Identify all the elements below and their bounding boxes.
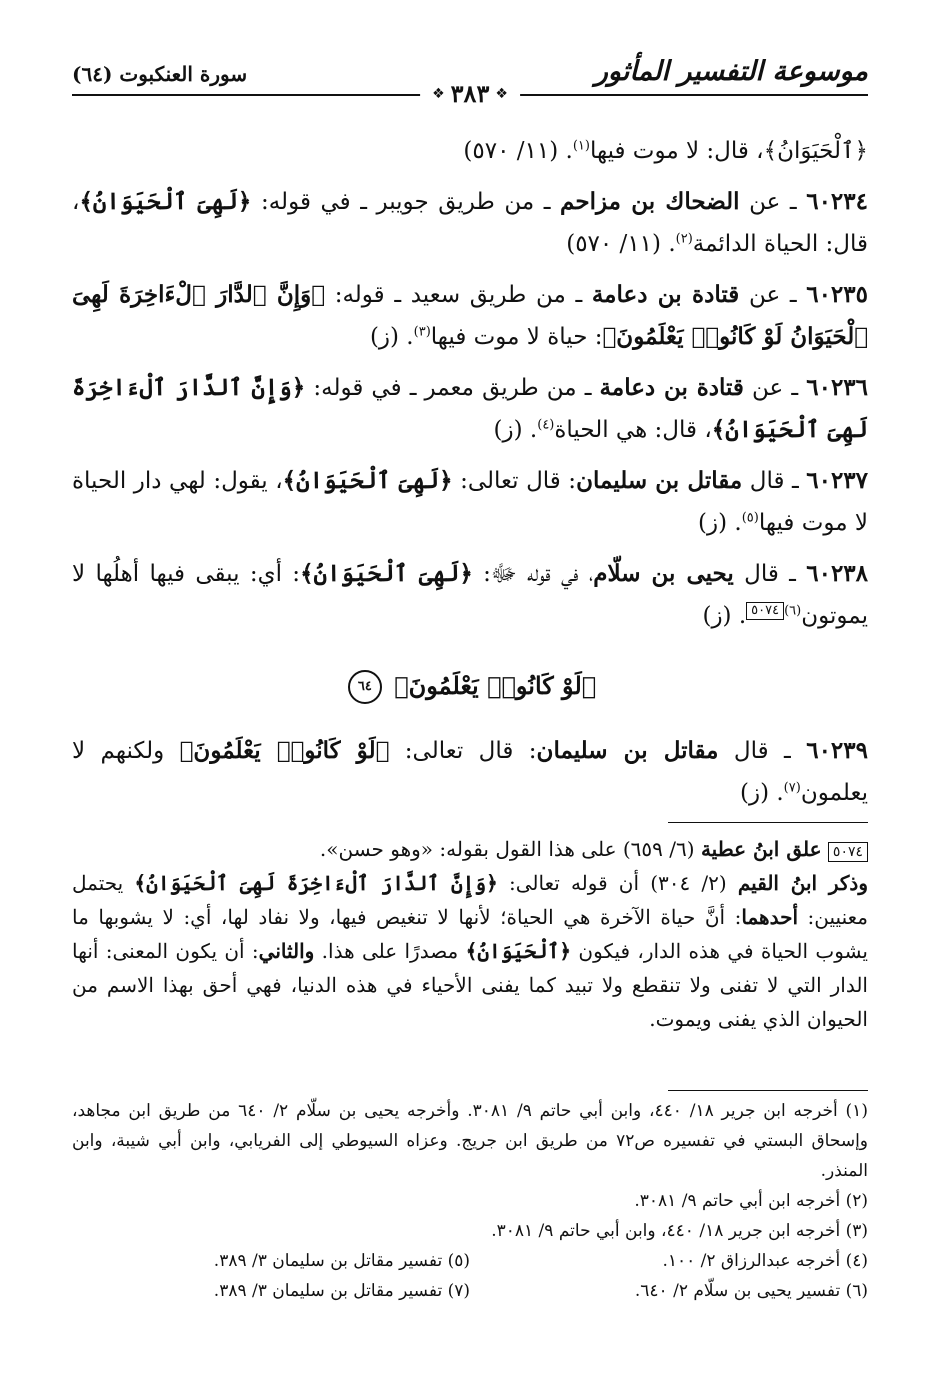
footnote-3: (٣) أخرجه ابن جرير ١٨/ ٤٤٠، وابن أبي حاتم ٩/ ٣٠٨١. — [491, 1221, 868, 1241]
ornament-icon: ❖ — [495, 86, 508, 102]
note-text: مصدرًا على هذا. — [314, 939, 466, 963]
entry-number: ٦٠٢٣٤ — [806, 187, 868, 215]
entry-60236 — [72, 367, 868, 452]
footnote-row — [72, 1276, 868, 1306]
footnote-2: (٢) أخرجه ابن أبي حاتم ٩/ ٣٠٨١. — [634, 1191, 868, 1211]
meaning-label: أحدهما — [741, 905, 799, 929]
main-text — [72, 130, 868, 823]
entry-text: ولكنهم لا يعلمون — [72, 737, 868, 806]
note-paragraph — [72, 866, 868, 1036]
entry-text: ـ عن — [739, 188, 807, 215]
entry-number: ٦٠٢٣٧ — [806, 466, 869, 494]
ayah-number-marker: ٦٤ — [348, 670, 382, 704]
entry-text: ـ من طريق جويبر ـ في قوله: — [251, 188, 561, 215]
quran-quote: ﴿وَإِنَّ ٱلدَّارَ ٱلْءَاخِرَةَ لَهِىَ ٱلْحَيَوَانُ لَوْ كَانُوا۟ يَعْلَمُونَ﴾ — [72, 280, 868, 350]
entry-text: : قال تعالى: — [389, 737, 537, 764]
entry-text: ـ من طريق معمر ـ في قوله: — [305, 374, 600, 401]
entry-text: ـ قال — [742, 467, 807, 494]
entry-60238 — [72, 553, 868, 638]
entry-text: : قال تعالى: — [452, 467, 577, 494]
note-text: (٢/ ٣٠٤) أن قوله تعالى: — [497, 871, 738, 895]
entry-number: ٦٠٢٣٩ — [806, 736, 868, 764]
footnote-1: (١) أخرجه ابن جرير ١٨/ ٤٤٠، وابن أبي حاتم ٩/ ٣٠٨١. وأخرجه يحيى بن سلّام ٢/ ٦٤٠ من طريق ابن مجاهد، وإسحاق البستي في تفسيره ص٧٢ من طريق ابن جريج. وعزاه السيوطي إلى الفريابي، وابن أبي شيبة، وابن المنذر. — [72, 1101, 868, 1181]
footnote-ref[interactable]: (٣) — [413, 324, 431, 340]
entry-text: ـ قال — [718, 737, 807, 764]
narrator-name: قتادة بن دعامة — [599, 373, 744, 401]
entry-text: ، قال: هي الحياة — [554, 417, 712, 443]
note-text: يحتمل معنيين: — [72, 871, 868, 929]
note-text: : أنَّ حياة الآخرة هي الحياة؛ لأنها لا تنغيص فيها، ولا نفاد لها، أي: لا يشوبها ما يشوب الحياة في هذه الدار، فيكون — [72, 905, 868, 963]
entry-number: ٦٠٢٣٨ — [806, 559, 869, 587]
entry-source: . (ز) — [493, 417, 538, 443]
page-header — [72, 52, 868, 108]
entry-60235 — [72, 274, 868, 359]
entry-text: ، في قوله ﷻ: — [472, 560, 594, 587]
note-text: : أن يكون المعنى: أنها الدار التي لا تفنى ولا تنقطع ولا تبيد كما يفنى الأحياء في هذه الدنيا، فهي أحق بهذا الاسم من الحيوان الذي يفنى ويموت. — [72, 939, 868, 1031]
entry-source: . (ز) — [739, 780, 784, 806]
scholar-name: ابنُ القيم — [737, 871, 818, 895]
quran-quote: ﴿وَإِنَّ ٱلدَّارَ ٱلْءَاخِرَةَ لَهِىَ ٱلْحَيَوَانُ﴾ — [72, 373, 868, 443]
entry-continuation — [72, 130, 868, 173]
entry-text: : حياة لا موت فيها — [430, 324, 603, 350]
entry-text: : أي: يبقى فيها أهلُها لا يموتون — [72, 560, 868, 629]
commentary-ref-box[interactable]: ٥٠٧٤ — [746, 602, 784, 620]
entry-text: ـ عن — [743, 374, 807, 401]
commentary-box-number: ٥٠٧٤ — [828, 842, 868, 862]
quran-quote: ﴿ٱلْحَيَوَانُ﴾ — [465, 939, 572, 963]
quran-quote: ﴿وَإِنَّ ٱلدَّارَ ٱلْءَاخِرَةَ لَهِىَ ٱلْحَيَوَانُ﴾ — [134, 871, 498, 895]
footnote-ref[interactable]: (١) — [572, 138, 590, 154]
entry-60239 — [72, 730, 868, 815]
footnote-ref[interactable]: (٧) — [783, 780, 801, 796]
notes-divider — [668, 822, 868, 823]
entry-text: ، يقول: لهي دار الحياة لا موت فيها — [72, 467, 868, 536]
entry-source: . (ز) — [698, 510, 742, 536]
entry-text: ـ قال — [733, 560, 807, 587]
narrator-name: الضحاك بن مزاحم — [560, 187, 740, 215]
ornament-icon: ❖ — [432, 86, 445, 102]
entry-60234 — [72, 181, 868, 266]
quran-quote: ﴿لَوْ كَانُوا۟ يَعْلَمُونَ﴾ — [179, 736, 390, 764]
meaning-label: والثاني — [258, 939, 315, 963]
note-text: علق — [779, 837, 822, 861]
page-number-box — [420, 79, 520, 108]
entry-source: . (ز) — [369, 324, 414, 350]
footnotes-divider — [668, 1090, 868, 1091]
quran-quote: ﴿لَهِىَ ٱلْحَيَوَانُ﴾ — [282, 466, 453, 494]
book-title: موسوعة التفسير المأثور — [594, 56, 868, 87]
footnote-ref[interactable]: (٥) — [741, 510, 759, 526]
entry-60237 — [72, 460, 868, 545]
quran-quote: ﴿لَهِىَ ٱلْحَيَوَانُ﴾ — [300, 559, 473, 587]
entry-number: ٦٠٢٣٦ — [806, 373, 869, 401]
narrator-name: قتادة بن دعامة — [591, 280, 740, 308]
verse-heading — [72, 666, 868, 706]
quran-quote: ﴿لَهِىَ ٱلْحَيَوَانُ﴾ — [79, 187, 252, 215]
note-text: (٦/ ٦٥٩) على هذا القول بقوله: «وهو حسن». — [319, 837, 701, 861]
entry-source: . (١١/ ٥٧٠) — [463, 138, 573, 164]
entry-text: ، قال: الحياة الدائمة — [72, 188, 868, 257]
entry-text: ـ من طريق سعيد ـ قوله: — [325, 281, 592, 308]
commentary-notes — [72, 832, 868, 1036]
footnote-ref[interactable]: (٢) — [675, 231, 693, 247]
footnote-6: (٦) تفسير يحيى بن سلّام ٢/ ٦٤٠. — [634, 1281, 868, 1301]
narrator-name: يحيى بن سلّام — [593, 559, 734, 587]
footnote-7: (٧) تفسير مقاتل بن سليمان ٣/ ٣٨٩. — [213, 1281, 470, 1301]
entry-source: . (١١/ ٥٧٠) — [566, 231, 676, 257]
page-number: ٣٨٣ — [450, 79, 490, 108]
footnote-ref[interactable]: (٦) — [784, 603, 802, 619]
scholar-name: ابنُ عطية — [700, 837, 780, 861]
entry-number: ٦٠٢٣٥ — [806, 280, 868, 308]
entry-text: ـ عن — [739, 281, 807, 308]
verse-heading-text: ﴿لَوْ كَانُوا۟ يَعْلَمُونَ﴾ — [394, 670, 597, 700]
footnotes — [72, 1096, 868, 1306]
note-line — [72, 832, 868, 866]
entry-source: . (ز) — [702, 603, 747, 629]
entry-text: ﴿ٱلْحَيَوَانُ﴾، قال: لا موت فيها — [589, 138, 868, 164]
narrator-name: مقاتل بن سليمان — [536, 736, 719, 764]
narrator-name: مقاتل بن سليمان — [576, 466, 743, 494]
note-text: وذكر — [817, 871, 868, 895]
footnote-4: (٤) أخرجه عبدالرزاق ٢/ ١٠٠. — [662, 1251, 868, 1271]
footnote-row — [72, 1246, 868, 1276]
footnote-ref[interactable]: (٤) — [537, 417, 555, 433]
surah-title: سورة العنكبوت (٦٤) — [72, 62, 248, 86]
footnote-5: (٥) تفسير مقاتل بن سليمان ٣/ ٣٨٩. — [213, 1251, 470, 1271]
